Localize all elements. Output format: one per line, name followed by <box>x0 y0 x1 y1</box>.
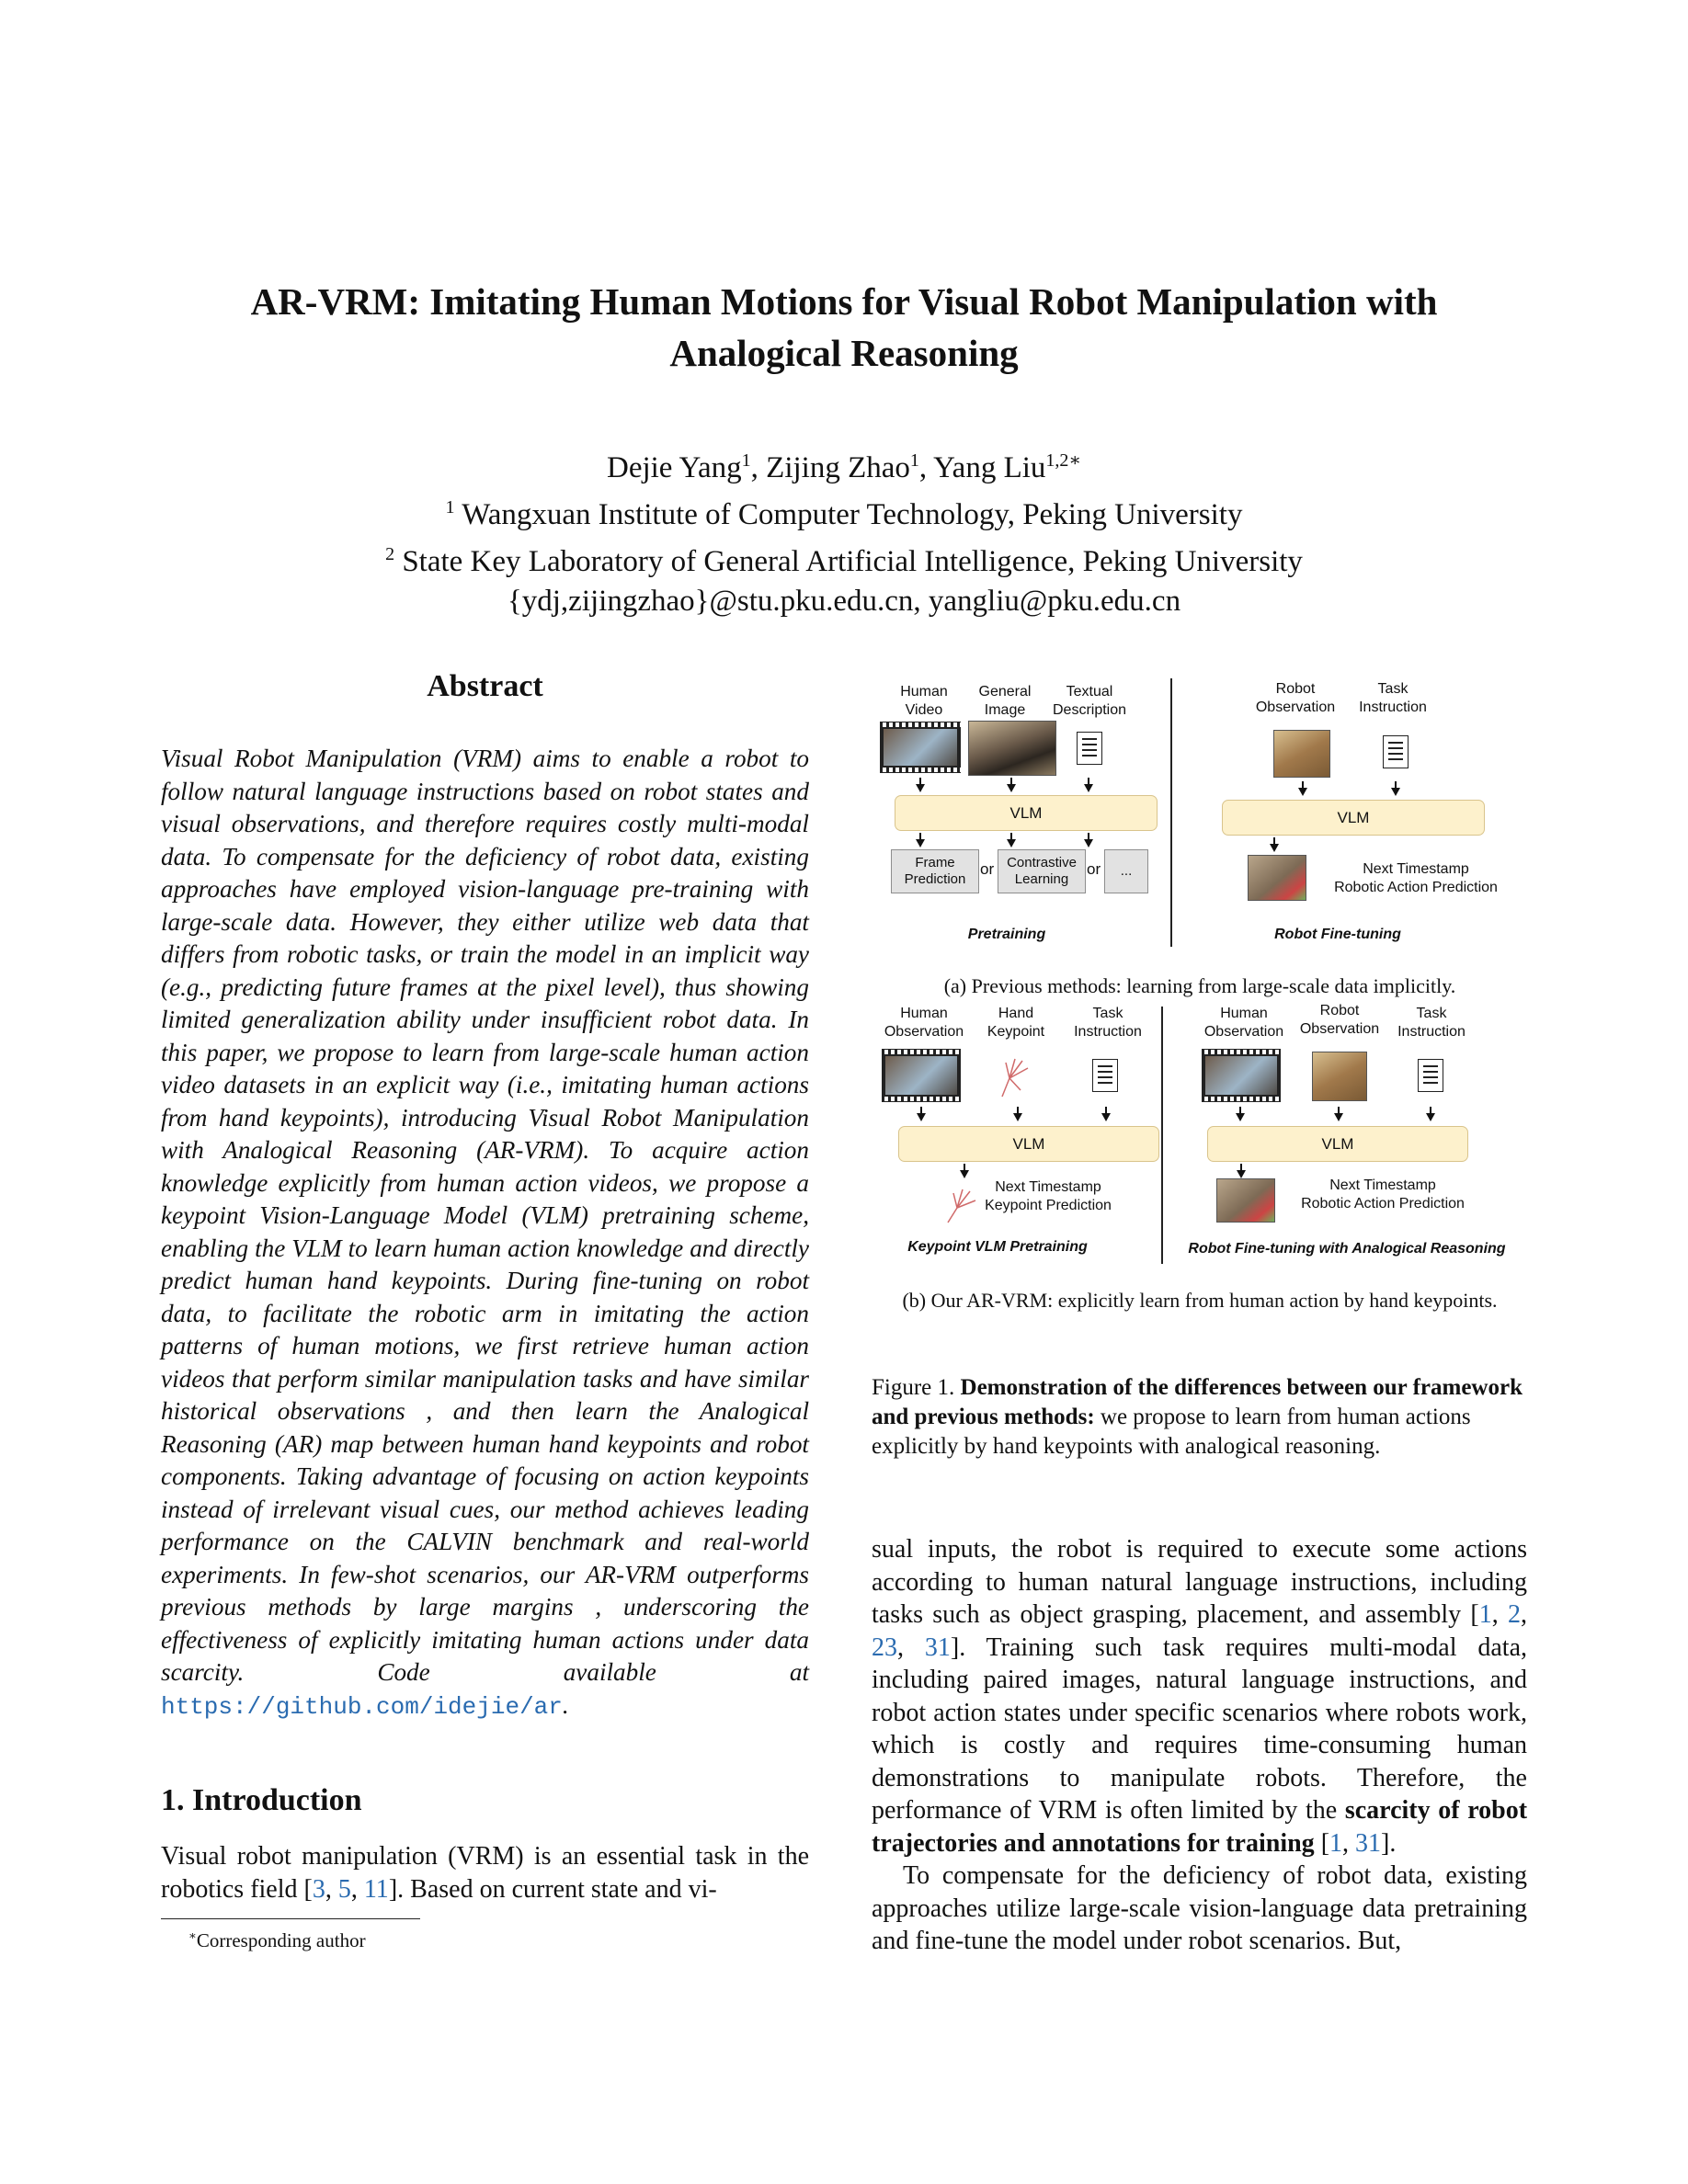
paragraph: sual inputs, the robot is required to execute some actions according to human natural language instructions, including tasks such as object grasping, placement, and assembly [1, 2, 23, 31]. Training such task requires multi-modal data, including paired images, natural language instructions, and robot action states under specific scenarios where robots work, which is costly and requires time-consuming human demonstrations to manipulate robots. Therefore, the performance of VRM is often limited by the scarcity of robot trajectories and annotations for training [1, 31]. <box>872 1535 1528 1858</box>
contrastive-learning-box: Contrastive Learning <box>998 849 1086 893</box>
footnote <box>188 1928 740 1952</box>
arxiv-stamp-svg <box>31 607 96 1581</box>
affiliation-text: State Key Laboratory of General Artificial Intelligence, Peking University <box>402 545 1303 578</box>
affiliation <box>138 535 1550 582</box>
arrow-down-icon <box>1007 784 1016 792</box>
robot-observation-photo <box>1312 1052 1367 1101</box>
citation-link[interactable]: 31 <box>1355 1828 1382 1858</box>
arrow-down-icon <box>1426 1113 1435 1121</box>
body-text: ]. <box>1381 1828 1397 1858</box>
figure-caption-bold: Demonstration of the differences between our framework and previous methods: <box>872 1375 1523 1429</box>
robot-action-photo <box>1248 855 1306 901</box>
or-label: or <box>1087 860 1101 878</box>
ellipsis-box: ... <box>1104 849 1148 893</box>
paper-title <box>138 276 1550 379</box>
video-frame <box>1205 1056 1277 1095</box>
author-sup: 1,2∗ <box>1045 450 1082 471</box>
arrow-down-icon <box>1298 788 1307 796</box>
intro-heading: 1. Introduction <box>161 1783 362 1817</box>
vlm-box: VLM <box>1222 800 1485 836</box>
robot-action-photo <box>1216 1178 1275 1223</box>
author-name: Dejie Yang <box>606 451 742 484</box>
fig-label-robot-observation: Robot Observation <box>1255 681 1336 715</box>
intro-text: Visual robot manipulation (VRM) is an essential task in the robotics field [ <box>161 1842 809 1904</box>
author-block <box>138 441 1550 621</box>
body-text: sual inputs, the robot is required to execute some actions according to human natural language instructions, including tasks such as object grasping, placement, and assembly [ <box>872 1535 1527 1629</box>
fig-label-general-image: General Image <box>978 684 1032 718</box>
affiliation <box>138 488 1550 535</box>
arrow-down-icon <box>1101 1113 1111 1121</box>
subcaption-a: (a) Previous methods: learning from large-scale data implicitly. <box>943 974 1456 997</box>
intro-body: Visual robot manipulation (VRM) is an essential task in the robotics field [3, 5, 11]. Based on current state and vi- <box>161 1842 809 1904</box>
arrow-down-icon <box>1236 1113 1245 1121</box>
vlm-box: VLM <box>898 1126 1159 1162</box>
citation-link[interactable]: 23 <box>872 1632 897 1662</box>
robot-action-prediction-label: Next Timestamp Robotic Action Prediction <box>1301 1177 1465 1211</box>
body-bold: scarcity of robot trajectories and annotations for training <box>872 1796 1528 1858</box>
author-sup: 1 <box>909 450 919 471</box>
abstract-body <box>161 743 809 1723</box>
affiliation-text: Wangxuan Institute of Computer Technology, Peking University <box>462 498 1243 531</box>
author-emails: {ydj,zijingzhao}@stu.pku.edu.cn, yangliu@pku.edu.cn <box>507 585 1181 618</box>
body-text: [ <box>1314 1828 1330 1858</box>
general-image-photo <box>968 721 1056 776</box>
frame-prediction-box: Frame Prediction <box>891 849 979 893</box>
video-frame <box>885 1056 957 1095</box>
analogical-finetuning-label: Robot Fine-tuning with Analogical Reasoning <box>1188 1241 1506 1257</box>
arrow-down-icon <box>916 784 925 792</box>
author-name: Yang Liu <box>933 451 1046 484</box>
right-column-body <box>872 1533 1527 1958</box>
human-observation-filmstrip <box>1202 1049 1281 1102</box>
fig-label-human-observation: Human Observation <box>884 1006 964 1040</box>
fig-label-textual-description: Textual Description <box>1052 684 1127 718</box>
citation-link[interactable]: 5 <box>337 1874 351 1904</box>
panel-divider <box>1161 1007 1163 1264</box>
citation-link[interactable]: 2 <box>1508 1600 1522 1629</box>
title-line-2: Analogical Reasoning <box>669 332 1019 374</box>
citation-link[interactable]: 11 <box>363 1874 389 1904</box>
abstract-end: . <box>562 1690 569 1719</box>
arxiv-stamp <box>31 607 96 1581</box>
citation-link[interactable]: 31 <box>924 1632 951 1662</box>
fig-label-task-instruction: Task Instruction <box>1397 1006 1466 1040</box>
footnote-mark: ∗ <box>188 1928 197 1942</box>
pretraining-label: Pretraining <box>967 927 1046 942</box>
robot-finetuning-label: Robot Fine-tuning <box>1274 927 1401 942</box>
citation-link[interactable]: 1 <box>1329 1828 1343 1858</box>
fig-label-task-instruction: Task Instruction <box>1074 1006 1142 1040</box>
title-line-1: AR-VRM: Imitating Human Motions for Visual Robot Manipulation with <box>250 280 1438 323</box>
document-icon <box>1418 1059 1443 1092</box>
fig-label-human-video: Human Video <box>900 684 948 718</box>
document-icon <box>1092 1059 1118 1092</box>
figure-caption <box>872 1373 1527 1462</box>
author-name: Zijing Zhao <box>766 451 910 484</box>
abstract-heading: Abstract <box>427 669 543 703</box>
arrow-down-icon <box>1334 1113 1343 1121</box>
author-names: Dejie Yang$^1$, Zijing Zhao$^1$, Yang Liu$^{1,2∗}$ <box>606 450 1082 484</box>
document-icon <box>1383 735 1409 768</box>
robot-action-prediction-label: Next Timestamp Robotic Action Prediction <box>1334 861 1498 895</box>
document-icon <box>1077 732 1102 765</box>
human-observation-filmstrip <box>882 1049 961 1102</box>
video-frame <box>884 729 957 766</box>
affiliation-sup: 1 <box>445 497 455 518</box>
fig-label-task-instruction: Task Instruction <box>1359 681 1427 715</box>
or-label: or <box>980 860 995 878</box>
arrow-down-icon <box>1084 784 1093 792</box>
figure-label: Figure 1. <box>872 1375 955 1400</box>
arrow-down-icon <box>1013 1113 1022 1121</box>
footnote-text: Corresponding author <box>196 1929 366 1951</box>
vlm-box: VLM <box>1207 1126 1468 1162</box>
fig-label-human-observation: Human Observation <box>1203 1006 1284 1040</box>
human-video-filmstrip <box>880 722 961 773</box>
citation-link[interactable]: 1 <box>1478 1600 1492 1629</box>
arrow-down-icon <box>960 1170 969 1178</box>
arrow-down-icon <box>917 1113 926 1121</box>
arrow-down-icon <box>1084 839 1093 847</box>
intro-text: ]. Based on current state and vi- <box>388 1874 717 1904</box>
body-text: ]. Training such task requires multi-modal data, including paired images, natural language instructions, and robot action states under specific scenarios where robots work, which is costly and requires time-consuming human demonstrations to manipulate robots. Therefore, the performance of VRM is often limited by the <box>872 1632 1528 1825</box>
arrow-down-icon <box>1391 788 1400 796</box>
fig-label-hand-keypoint: Hand Keypoint <box>987 1006 1045 1040</box>
figure-caption-text: we propose to learn from human actions explicitly by hand keypoints with analogical reasoning. <box>872 1405 1471 1459</box>
affiliation-sup: 2 <box>385 544 395 564</box>
author-sup: 1 <box>741 450 751 471</box>
abstract-text: Visual Robot Manipulation (VRM) aims to enable a robot to follow natural language instructions based on robot states and visual observations, and therefore requires costly multi-modal data. To compensate for the deficiency of robot data, existing approaches have employed vision-language pre-training with large-scale data. However, they either utilize web data that differs from robotic tasks, or train the model in an implicit way (e.g., predicting future frames at the pixel level), thus showing limited generalization ability under insufficient robot data. In this paper, we propose to learn from large-scale human action video datasets in an explicit way (i.e., imitating human actions from hand keypoints), introducing Visual Robot Manipulation with Analogical Reasoning (AR-VRM). To acquire action knowledge explicitly from human action videos, we propose a keypoint Vision-Language Model (VLM) pretraining scheme, enabling the VLM to learn human action knowledge and directly predict human hand keypoints. During fine-tuning on robot data, to facilitate the robotic arm in imitating the action patterns of human motions, we first retrieve human action videos that perform similar manipulation tasks and have similar historical observations , and then learn the Analogical Reasoning (AR) map between human hand keypoints and robot components. Taking advantage of focusing on action keypoints instead of irrelevant visual cues, our method achieves leading performance on the CALVIN benchmark and real-world experiments. In few-shot scenarios, our AR-VRM outperforms previous methods by large margins , underscoring the effectiveness of explicitly imitating human actions under data scarcity. Code available at <box>161 745 809 1686</box>
paragraph: To compensate for the deficiency of robot data, existing approaches utilize large-scale vision-language data pretraining and fine-tune the model under robot scenarios. But, <box>872 1861 1527 1955</box>
keypoint-pretraining-label: Keypoint VLM Pretraining <box>907 1239 1088 1255</box>
robot-observation-photo <box>1273 730 1330 778</box>
panel-divider <box>1170 678 1172 947</box>
vlm-box: VLM <box>895 795 1158 831</box>
hand-keypoint-icon <box>993 1046 1039 1101</box>
arrow-down-icon <box>1007 839 1016 847</box>
subcaption-b: (b) Our AR-VRM: explicitly learn from human action by hand keypoints. <box>902 1289 1498 1312</box>
fig-label-robot-observation: Robot Observation <box>1299 1003 1380 1037</box>
code-link[interactable]: https://github.com/idejie/ar <box>161 1692 563 1721</box>
arrow-down-icon <box>1270 844 1279 852</box>
arrow-down-icon <box>1237 1170 1246 1178</box>
keypoint-prediction-label: Next Timestamp Keypoint Prediction <box>985 1179 1112 1213</box>
citation-link[interactable]: 3 <box>312 1874 325 1904</box>
arrow-down-icon <box>916 839 925 847</box>
footnote-rule <box>161 1918 420 1919</box>
